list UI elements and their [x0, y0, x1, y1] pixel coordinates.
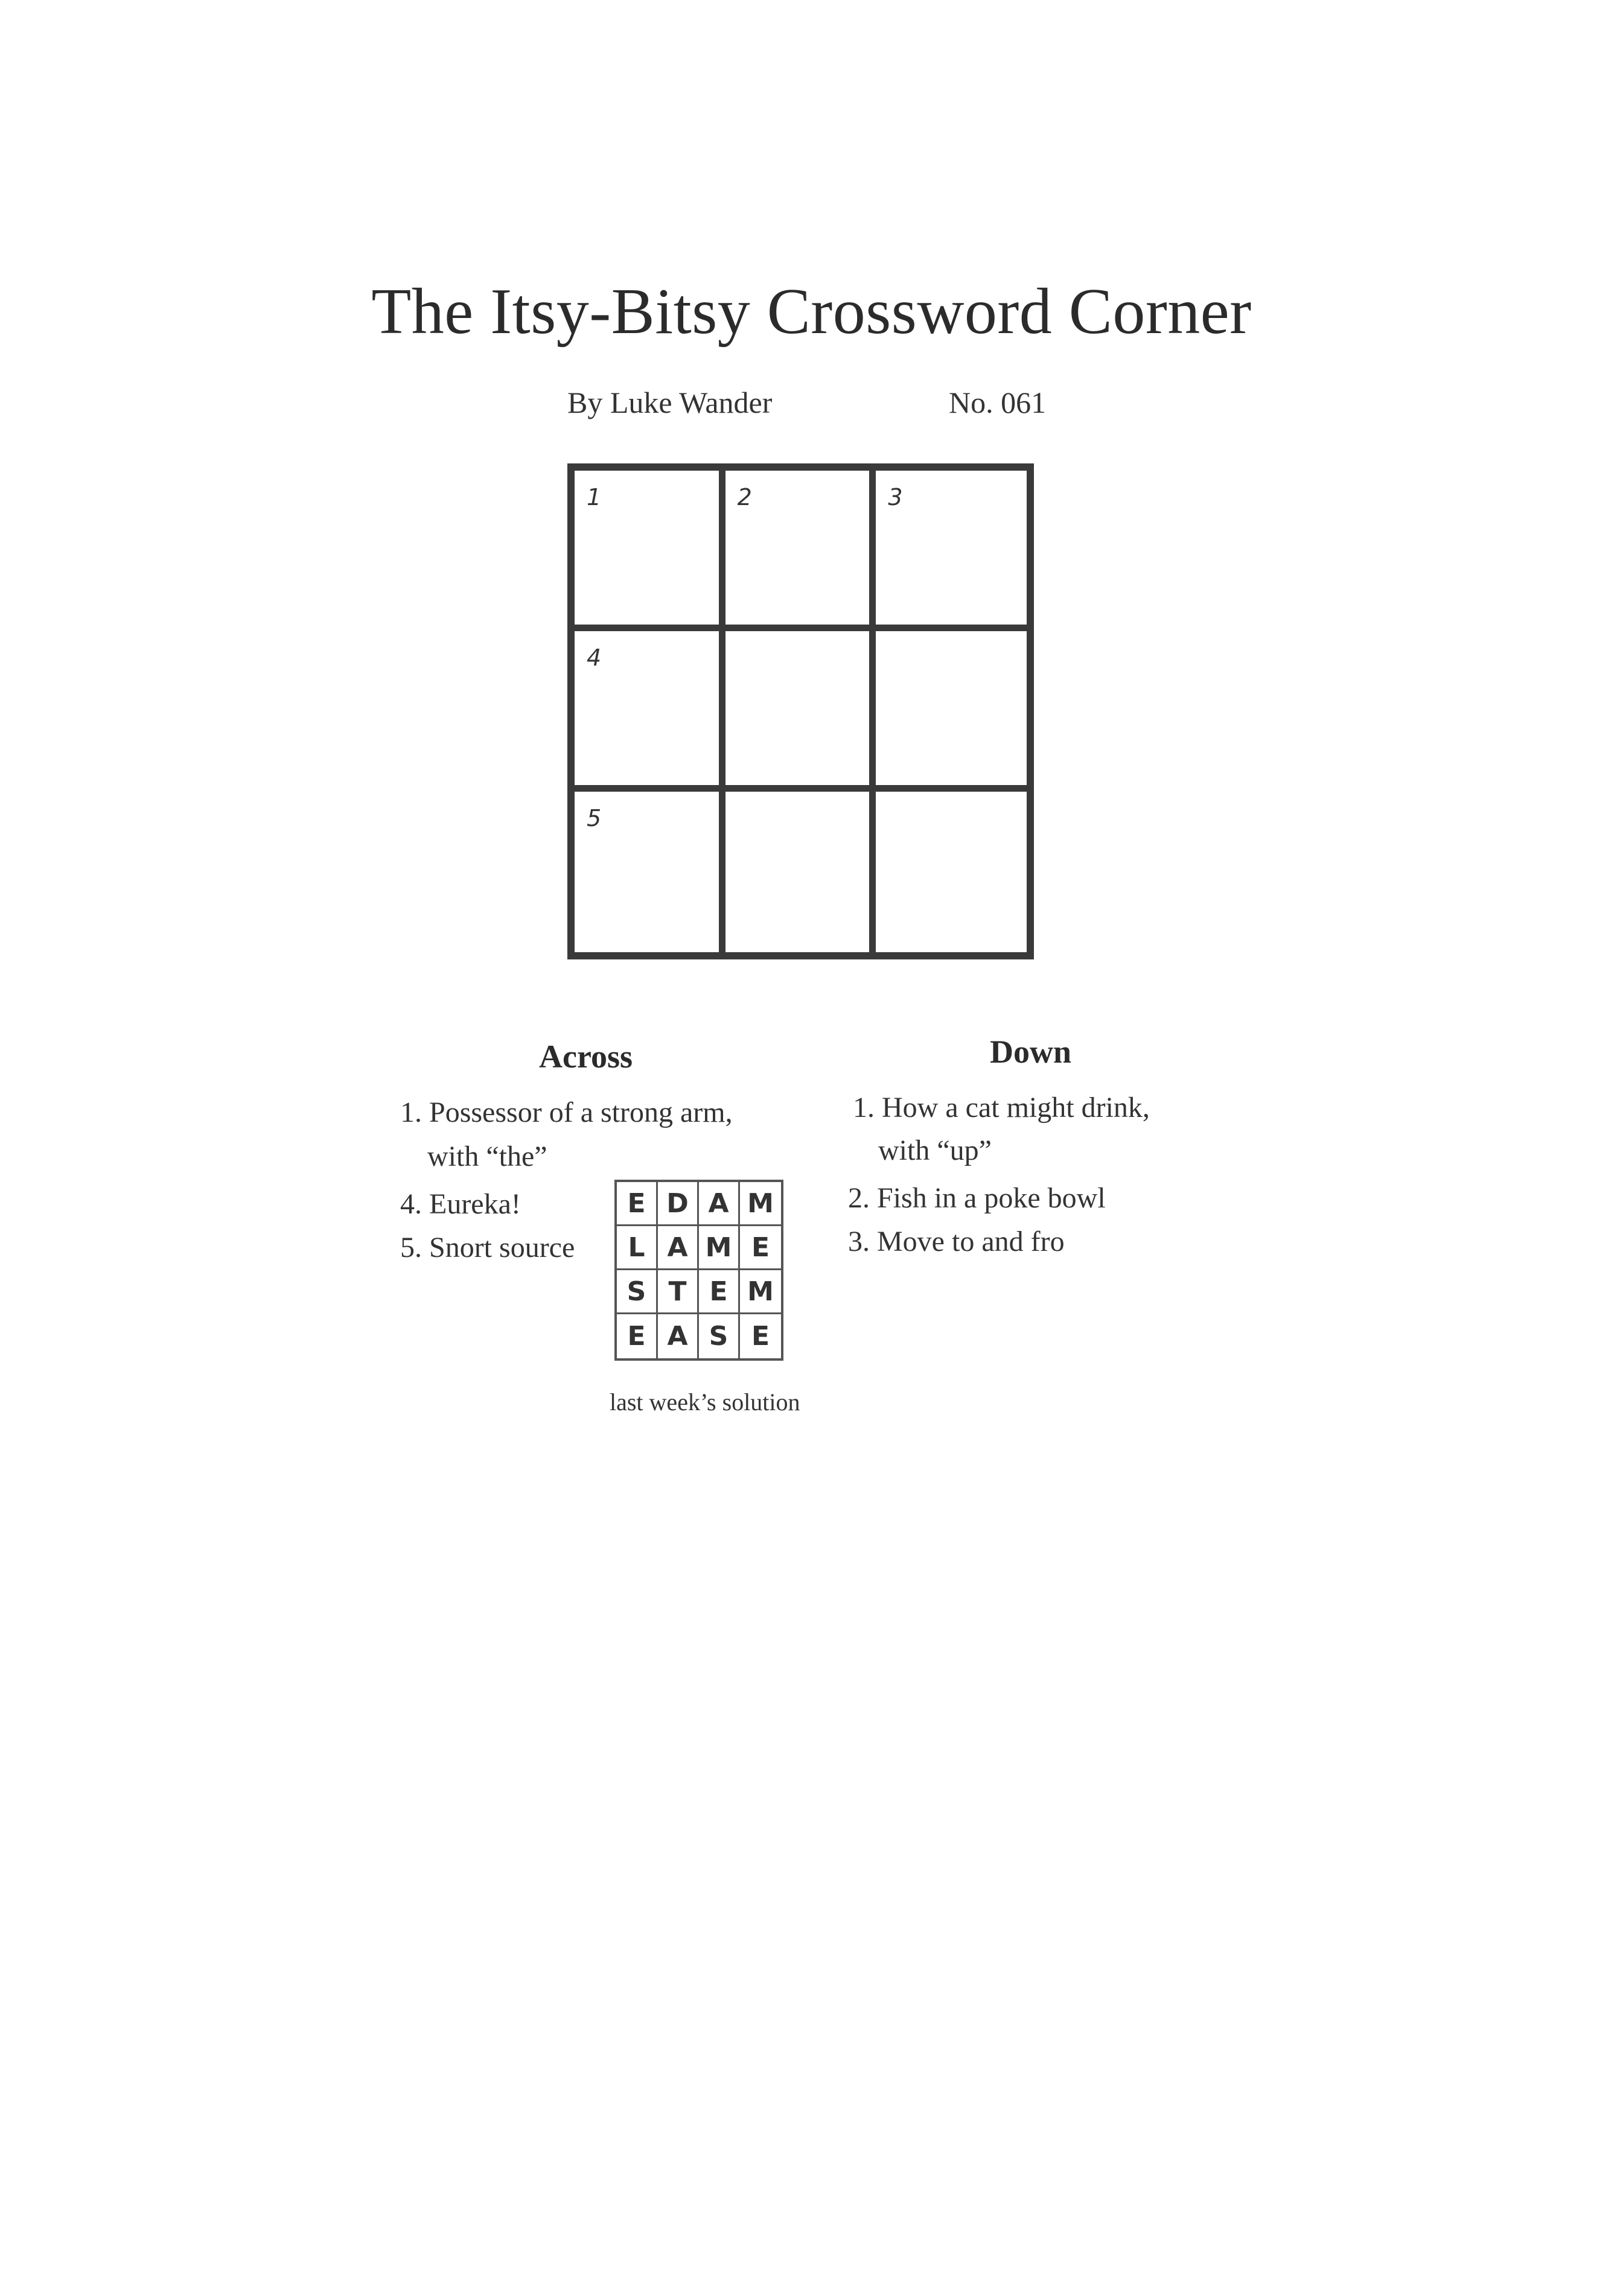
grid-cell[interactable]	[575, 631, 725, 792]
solution-cell: E	[740, 1226, 781, 1270]
solution-cell: D	[658, 1182, 699, 1226]
solution-cell: L	[617, 1226, 658, 1270]
grid-cell[interactable]	[575, 792, 725, 952]
author-byline: By Luke Wander	[567, 386, 773, 419]
solution-cell: M	[740, 1270, 781, 1314]
across-clue-5: 5. Snort source	[400, 1232, 575, 1264]
solution-cell: E	[617, 1182, 658, 1226]
crossword-grid	[567, 463, 1034, 959]
clue-number: 5	[587, 805, 602, 832]
grid-cell[interactable]	[725, 471, 876, 631]
down-clue-2: 2. Fish in a poke bowl	[848, 1182, 1106, 1214]
grid-cell[interactable]	[725, 792, 876, 952]
solution-cell: A	[658, 1314, 699, 1358]
down-clue-3: 3. Move to and fro	[848, 1226, 1065, 1258]
solution-cell: E	[751, 1321, 770, 1352]
down-clue-1-continued: with “up”	[878, 1134, 992, 1166]
solution-cell: T	[658, 1270, 699, 1314]
solution-cell: M	[699, 1226, 740, 1270]
solution-cell: S	[617, 1270, 658, 1314]
solution-caption: last week’s solution	[610, 1388, 800, 1416]
across-clue-1: 1. Possessor of a strong arm,	[400, 1096, 733, 1128]
solution-cell: M	[740, 1182, 781, 1226]
across-heading: Across	[539, 1038, 633, 1075]
clue-number: 3	[888, 484, 903, 510]
down-heading: Down	[990, 1034, 1072, 1070]
last-week-solution-grid	[614, 1180, 783, 1361]
clue-number: 1	[587, 484, 602, 510]
grid-cell[interactable]	[876, 471, 1027, 631]
solution-cell: E	[617, 1314, 658, 1358]
puzzle-title: The Itsy-Bitsy Crossword Corner	[371, 276, 1252, 348]
solution-cell: S	[699, 1314, 740, 1358]
across-clue-4: 4. Eureka!	[400, 1188, 521, 1220]
down-clue-1: 1. How a cat might drink,	[853, 1092, 1150, 1124]
solution-cell: E	[699, 1270, 740, 1314]
clue-number: 2	[737, 484, 752, 510]
solution-cell: A	[658, 1226, 699, 1270]
issue-number: No. 061	[949, 386, 1047, 419]
grid-cell[interactable]	[876, 631, 1027, 792]
clue-number: 4	[587, 644, 602, 671]
grid-cell[interactable]	[876, 792, 1027, 952]
grid-cell[interactable]	[575, 471, 725, 631]
across-clue-1-continued: with “the”	[427, 1140, 547, 1172]
solution-cell: A	[699, 1182, 740, 1226]
grid-cell[interactable]	[725, 631, 876, 792]
